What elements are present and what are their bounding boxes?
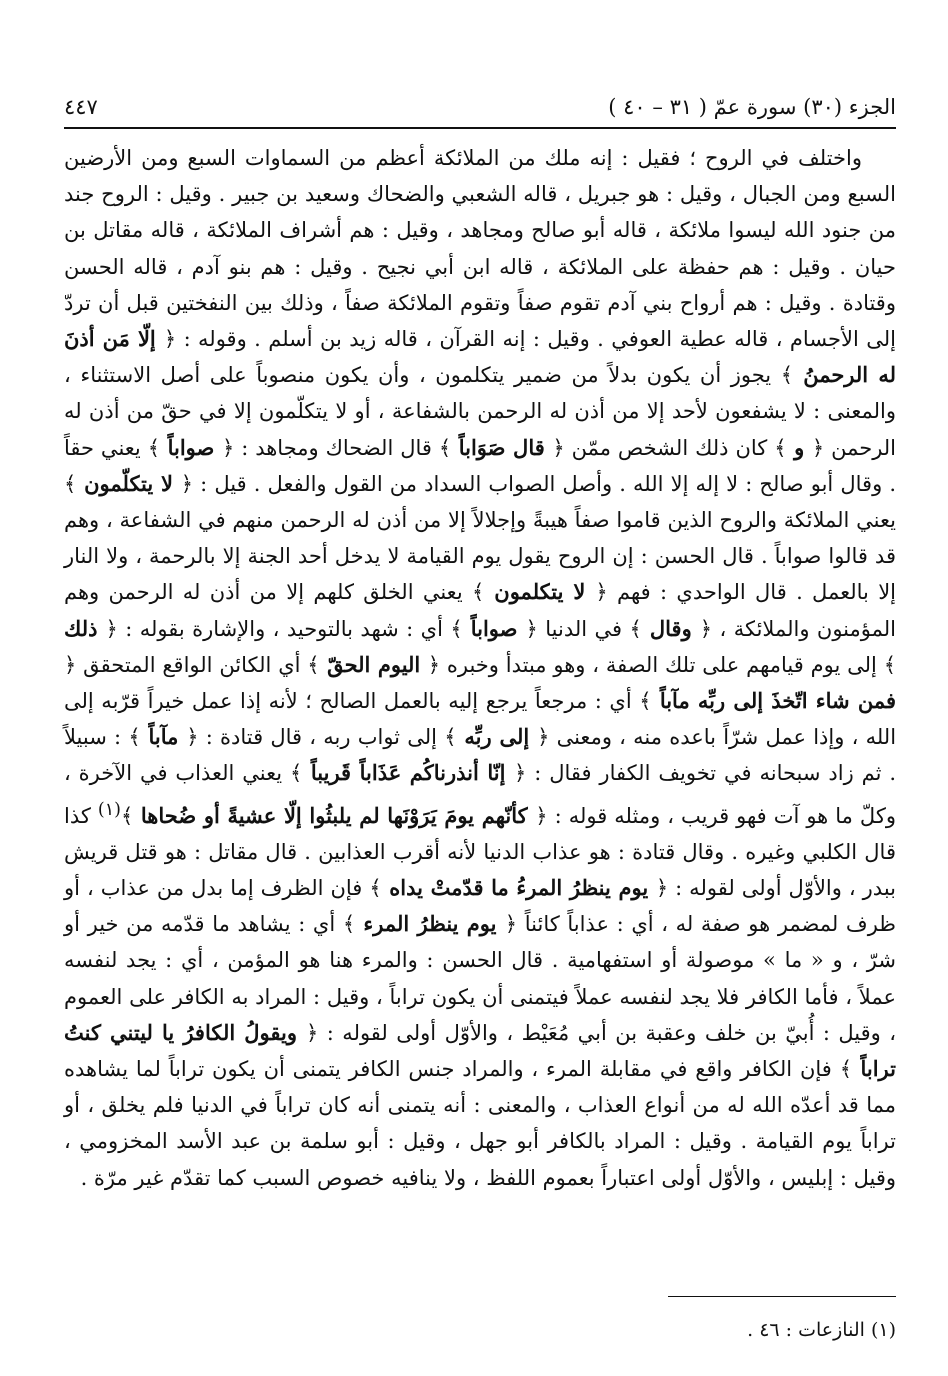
text-segment: يعني العذاب في الآخرة ، وكلّ ما هو آت فهو قريب ، ومثله قوله : [64,761,896,828]
quran-quote-text: ذلك [64,615,98,641]
ornate-bracket-close: ﴾ [120,803,134,828]
ornate-bracket-open: ﴿ [537,725,550,750]
ornate-bracket-close: ﴾ [444,725,457,750]
text-segment: في الدنيا [545,616,623,641]
ornate-bracket-close: ﴾ [472,580,485,605]
text-segment: يعني الملائكة والروح الذين قاموا صفاً هيبةً وإجلالاً إلا من أذن له الرحمن منهم في الشفاعة ، وهم قد قالوا صواباً . قال الحسن : إن الروح يقول يوم القيامة لا يدخل أحد الجنة إلا بالرحمة ، ولا النار إلا بالعمل . قال الواحدي : فهم [64,508,897,605]
ornate-bracket-open: ﴿ [64,652,77,677]
ornate-bracket-close: ﴾ [780,363,793,388]
text-segment: قال الضحاك ومجاهد : [241,435,432,460]
ornate-bracket-close: ﴾ [128,725,141,750]
quran-quote-text: اليوم الحقّ [327,651,421,677]
quran-quote [774,435,824,460]
quran-quote [450,616,538,641]
text-segment: أي الكائن الواقع المتحقق [83,652,301,677]
text-segment: : سبيلاً . ثم زاد سبحانه في تخويف الكفار فقال : [64,725,896,786]
quran-quote-text: إلى ربِّه [464,724,530,750]
text-segment: أي : شهد بالتوحيد ، والإشارة بقوله : [125,616,443,641]
quran-quote-text: إنّا أنذرناكُم عَذَاباً قَريباً [310,760,506,786]
ornate-bracket-open: ﴿ [163,327,177,352]
ornate-bracket-close: ﴾ [774,435,787,460]
quran-quote-text: وقال [649,615,692,641]
ornate-bracket-open: ﴿ [525,616,538,641]
page-number: ٤٤٧ [64,95,98,119]
ornate-bracket-open: ﴿ [427,652,441,677]
quran-quote [290,760,526,785]
footnote-reference: (١) [97,799,121,820]
text-segment: فإن الظرف إما بدل من عذاب ، أو ظرف لمضمر هو صفة له ، أي : عذاباً كائناً [64,876,897,937]
ornate-bracket-close: ﴾ [290,761,303,786]
quran-quote [64,471,193,496]
ornate-bracket-open: ﴿ [504,912,518,937]
ornate-bracket-close: ﴾ [839,1057,852,1082]
text-segment: أي : يشاهد ما قدّمه من خير أو شرّ ، و « ما » موصولة أو استفهامية . قال الحسن : والمرء هنا هو المؤمن ، أي : يجد لنفسه عملاً ، فأما الكافر فلا يجد لنفسه عملاً فيتمنى أن يكون تراباً ، وقيل : المراد به الكافر على العموم ، وقيل : أُبيّ بن خلف وعقبة بن أبي مُعَيْط ، والأوّل أولى لقوله : [64,912,896,1045]
text-segment: واختلف في الروح ؛ فقيل : إنه ملك من الملائكة أعظم من السماوات السبع ومن الأرضين السبع ومن الجبال ، وقيل : هو جبريل ، قاله الشعبي والضحاك وسعيد بن جبير . وقيل : الروح جند من جنود الله ليسوا ملائكة ، قاله أبو صالح ومجاهد ، وقيل : هم أشراف الملائكة ، قاله مقاتل بن حيان . وقيل : هم حفظة على الملائكة ، قاله ابن أبي نجيح . وقيل : هم بنو آدم ، قاله الحسن وقتادة . وقيل : هم أرواح بني آدم تقوم صفاً وتقوم الملائكة صفاً ، وذلك بين النفختين قبل أن تردّ إلى الأجسام ، قاله عطية العوفي . وقيل : إنه القرآن ، قاله زيد بن أسلم . وقوله : [64,146,896,352]
text-segment: يعني حقاً . وقال أبو صالح : لا إله إلا الله . وأصل الصواب السداد من القول والفعل . قيل : [64,435,897,496]
running-title: الجزء (٣٠) سورة عمّ ( ٣١ – ٤٠ ) [608,95,896,119]
quran-quote [307,652,440,677]
ornate-bracket-close: ﴾ [629,616,642,641]
text-segment: إلى ثواب ربه ، قال قتادة : [205,725,437,750]
text-segment: إلى يوم قيامهم على تلك الصفة ، وهو مبتدأ وخبره [446,652,877,677]
text-segment: يعني الخلق كلهم إلا من أذن له الرحمن وهم المؤمنون والملائكة ، [64,580,896,641]
text-segment: فإن الكافر واقع في مقابلة المرء ، والمراد جنس الكافر يتمنى أن يكون تراباً لما يشاهده مما قد أعدّه الله له من أنواع العذاب ، والمعنى : أنه يتمنى أنه كان تراباً في الدنيا فلم يخلق ، أو تراباً يوم القيامة . وقيل : المراد بالكافر أبو جهل ، وقيل : أبو سلمة بن عبد الأسد المخزومي ، وقيل : إبليس ، والأوّل أولى اعتباراً بعموم اللفظ ، ولا ينافيه خصوص السبب كما تقدّم غير مرّة . [64,1057,896,1190]
quran-quote-text: و [794,434,805,460]
text-segment: يجوز أن يكون بدلاً من ضمير يتكلمون ، وأن يكون منصوباً على أصل الاستثناء ، والمعنى : لا يشفعون لأحد إلا من أذن له الرحمن بالشفاعة ، أو لا يتكلّمون إلا في حقّ من أذن له الرحمن [64,363,897,460]
quran-quote [121,803,548,828]
ornate-bracket-open: ﴿ [105,616,118,641]
text-segment: كذا قال الكلبي وغيره . وقال قتادة : هو عذاب الدنيا لأنه أقرب العذابين . قال مقاتل : هو قتل قريش ببدر ، والأوّل أولى لقوله : [64,803,897,901]
footnote-rule [668,1296,896,1297]
ornate-bracket-open: ﴿ [306,1020,319,1045]
quran-quote [630,616,713,641]
paragraph [64,140,896,1196]
quran-quote-text: صواباً [470,615,518,641]
header-rule [64,127,896,129]
quran-quote [148,435,235,460]
ornate-bracket-close: ﴾ [438,435,452,460]
ornate-bracket-close: ﴾ [147,435,161,460]
ornate-bracket-close: ﴾ [883,652,896,677]
ornate-bracket-open: ﴿ [655,876,669,901]
ornate-bracket-open: ﴿ [535,803,548,828]
ornate-bracket-close: ﴾ [64,471,77,496]
quran-quote-text: لا يتكلّمون [84,470,173,496]
quran-quote-text: يوم ينظرُ المرء [363,911,497,937]
quran-quote-text: مآباً [148,724,179,750]
ornate-bracket-close: ﴾ [342,912,356,937]
ornate-bracket-close: ﴾ [639,689,652,714]
quran-quote-text: ويقولُ الكافرُ يا ليتني كنتُ تراباً [64,1019,896,1082]
quran-quote-text: يوم ينظرُ المرءُ ما قدّمتْ يداه [389,875,649,901]
commentary-text [64,140,896,1196]
ornate-bracket-open: ﴿ [514,761,527,786]
quran-quote [444,724,549,749]
quran-quote-text: قال صَوَاباً [458,434,545,460]
text-segment: كان ذلك الشخص ممّن [571,435,768,460]
quran-quote [472,579,608,604]
footnote: (١) النازعات : ٤٦ . [747,1319,896,1341]
ornate-bracket-open: ﴿ [180,471,194,496]
quran-quote-text: فمن شاء اتّخذَ إلى ربِّه مآباً [659,688,897,714]
quran-quote-text: كأنّهم يومَ يَرَوْنَها لم يلبثُوا إلّا عشيةً أو ضُحاها [140,802,528,828]
ornate-bracket-open: ﴿ [552,435,565,460]
ornate-bracket-open: ﴿ [221,435,235,460]
quran-quote [128,724,198,749]
quran-quote [343,911,517,936]
running-head [64,90,896,124]
ornate-bracket-close: ﴾ [369,876,382,901]
text-segment: أي : مرجعاً يرجع إليه بالعمل الصالح ؛ لأنه إذا عمل خيراً قرّبه إلى الله ، وإذا عمل شرّاً باعده منه ، ومعنى [64,689,897,750]
ornate-bracket-open: ﴿ [186,725,199,750]
ornate-bracket-open: ﴿ [595,580,608,605]
ornate-bracket-close: ﴾ [450,616,463,641]
quran-quote-text: لا يتكلمون [494,579,586,605]
quran-quote-text: صواباً [167,434,215,460]
ornate-bracket-open: ﴿ [811,435,825,460]
quran-quote-text: إلّا مَن أذنَ له الرحمنُ [64,326,896,388]
quran-quote [439,435,565,460]
ornate-bracket-open: ﴿ [699,616,713,641]
ornate-bracket-close: ﴾ [307,652,320,677]
quran-quote [369,875,668,900]
